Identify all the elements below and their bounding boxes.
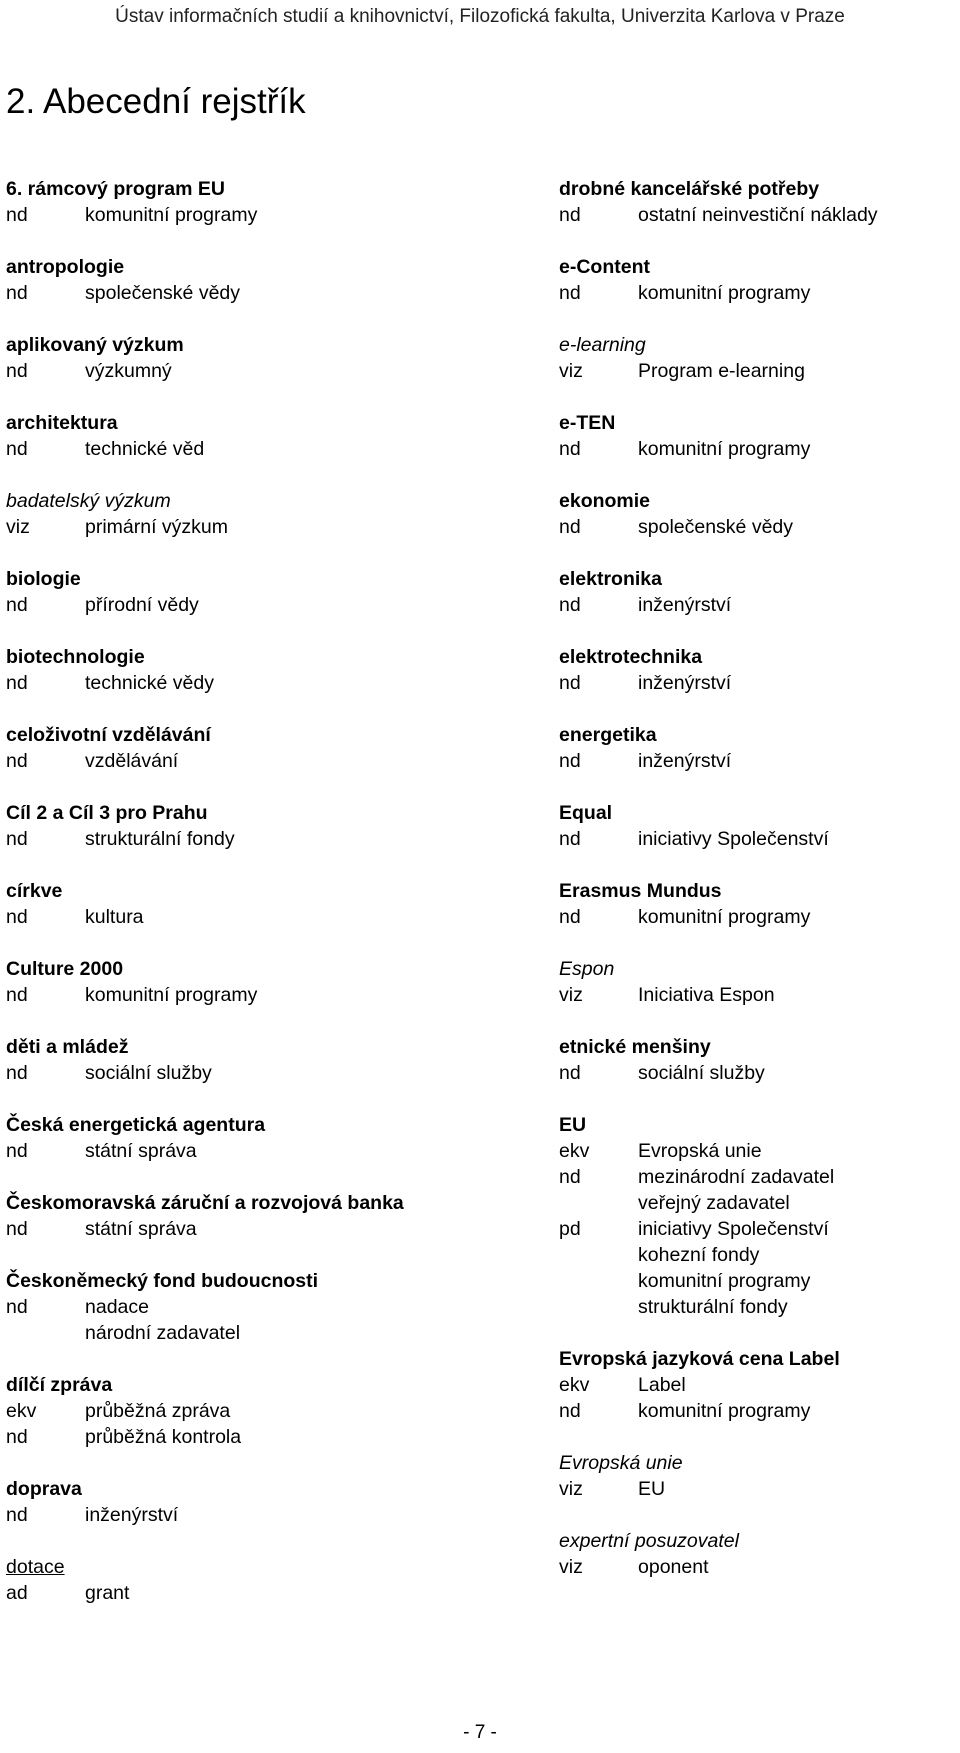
index-entry — [6, 566, 446, 618]
reference-target: státní správa — [85, 1140, 197, 1162]
reference-target: technické věd — [85, 438, 205, 460]
reference-target: EU — [638, 1478, 666, 1500]
index-reference — [6, 904, 446, 930]
index-term: Evropská jazyková cena Label — [559, 1348, 840, 1370]
reference-target: vzdělávání — [85, 750, 179, 772]
index-column-right — [559, 176, 960, 1606]
reference-code: nd — [6, 360, 28, 382]
index-reference — [6, 670, 446, 696]
index-reference — [559, 1164, 960, 1190]
index-term: Českoněmecký fond budoucnosti — [6, 1270, 319, 1292]
index-reference — [559, 670, 960, 696]
index-reference — [559, 592, 960, 618]
reference-code: pd — [559, 1218, 581, 1240]
index-reference — [6, 202, 446, 228]
index-reference — [6, 514, 446, 540]
index-term: Culture 2000 — [6, 958, 124, 980]
index-reference — [6, 1294, 446, 1320]
index-entry — [6, 410, 446, 462]
reference-target: sociální služby — [85, 1062, 212, 1084]
reference-target: průběžná kontrola — [85, 1426, 242, 1448]
reference-target: komunitní programy — [85, 984, 258, 1006]
index-term: církve — [6, 880, 63, 902]
reference-code: ekv — [6, 1400, 37, 1422]
index-reference — [559, 514, 960, 540]
reference-target: primární výzkum — [85, 516, 229, 538]
index-entry — [559, 1450, 960, 1502]
reference-target: komunitní programy — [85, 204, 258, 226]
reference-code: ekv — [559, 1374, 590, 1396]
page-number: - 7 - — [463, 1722, 497, 1743]
index-reference — [6, 436, 446, 462]
index-reference — [6, 280, 446, 306]
index-reference — [6, 1398, 446, 1424]
index-reference — [559, 1554, 960, 1580]
index-term: Espon — [559, 958, 615, 980]
index-term: energetika — [559, 724, 657, 746]
index-reference — [6, 592, 446, 618]
reference-target: Evropská unie — [638, 1140, 762, 1162]
index-entry — [6, 878, 446, 930]
index-term: elektronika — [559, 568, 662, 590]
index-reference — [6, 748, 446, 774]
reference-code: viz — [559, 1478, 583, 1500]
index-reference — [6, 1424, 446, 1450]
reference-target: sociální služby — [638, 1062, 765, 1084]
reference-code: nd — [6, 438, 28, 460]
reference-code: nd — [559, 828, 581, 850]
index-entry — [559, 1528, 960, 1580]
index-term: Evropská unie — [559, 1452, 683, 1474]
index-entry — [559, 488, 960, 540]
index-entry — [559, 1112, 960, 1320]
reference-code: nd — [559, 1400, 581, 1422]
reference-target: veřejný zadavatel — [638, 1192, 790, 1214]
reference-code: nd — [559, 672, 581, 694]
reference-target: průběžná zpráva — [85, 1400, 231, 1422]
index-term: dotace — [6, 1556, 65, 1578]
index-reference — [559, 1372, 960, 1398]
index-reference — [559, 1190, 960, 1216]
index-reference — [559, 982, 960, 1008]
index-term: 6. rámcový program EU — [6, 178, 225, 200]
index-reference — [559, 904, 960, 930]
index-entry — [6, 1190, 446, 1242]
index-term: Erasmus Mundus — [559, 880, 722, 902]
index-entry — [6, 332, 446, 384]
reference-target: oponent — [638, 1556, 709, 1578]
index-entry — [559, 254, 960, 306]
index-entry — [559, 176, 960, 228]
index-term: Cíl 2 a Cíl 3 pro Prahu — [6, 802, 208, 824]
index-entry — [6, 1372, 446, 1450]
reference-code: nd — [6, 984, 28, 1006]
reference-target: strukturální fondy — [638, 1296, 788, 1318]
reference-code: nd — [559, 516, 581, 538]
index-reference — [559, 1476, 960, 1502]
index-term: expertní posuzovatel — [559, 1530, 739, 1552]
index-term: badatelský výzkum — [6, 490, 171, 512]
reference-code: viz — [559, 360, 583, 382]
index-reference — [559, 436, 960, 462]
reference-target: inženýrství — [638, 594, 732, 616]
reference-target: výzkumný — [85, 360, 172, 382]
reference-target: komunitní programy — [638, 438, 811, 460]
index-reference — [6, 1060, 446, 1086]
index-reference — [6, 826, 446, 852]
index-term: EU — [559, 1114, 587, 1136]
index-reference — [559, 280, 960, 306]
reference-code: nd — [6, 594, 28, 616]
index-entry — [559, 566, 960, 618]
index-reference — [559, 202, 960, 228]
index-entry — [6, 254, 446, 306]
index-term: Česká energetická agentura — [6, 1114, 266, 1136]
reference-code: nd — [6, 906, 28, 928]
reference-code: viz — [6, 516, 30, 538]
index-term: dílčí zpráva — [6, 1374, 113, 1396]
reference-code: nd — [559, 594, 581, 616]
reference-target: komunitní programy — [638, 1270, 811, 1292]
index-term: ekonomie — [559, 490, 651, 512]
index-column-left — [6, 176, 446, 1632]
index-entry — [6, 644, 446, 696]
reference-code: viz — [559, 1556, 583, 1578]
index-entry — [559, 644, 960, 696]
reference-target: komunitní programy — [638, 282, 811, 304]
index-term: doprava — [6, 1478, 82, 1500]
index-entry — [559, 956, 960, 1008]
index-term: biologie — [6, 568, 81, 590]
index-reference — [6, 1580, 446, 1606]
reference-code — [559, 1190, 638, 1216]
index-entry — [6, 800, 446, 852]
reference-code: nd — [559, 906, 581, 928]
page-header: Ústav informačních studií a knihovnictví, Filozofická fakulta, Univerzita Karlova v Praze — [115, 6, 845, 27]
reference-target: inženýrství — [85, 1504, 179, 1526]
reference-code: nd — [559, 282, 581, 304]
reference-target: komunitní programy — [638, 906, 811, 928]
index-term: e-Content — [559, 256, 650, 278]
index-term: Českomoravská záruční a rozvojová banka — [6, 1192, 404, 1214]
reference-target: Program e-learning — [638, 360, 805, 382]
index-entry — [559, 332, 960, 384]
index-entry — [6, 488, 446, 540]
index-term: drobné kancelářské potřeby — [559, 178, 820, 200]
reference-code: nd — [6, 1218, 28, 1240]
reference-target: grant — [85, 1582, 130, 1604]
reference-target: kohezní fondy — [638, 1244, 760, 1266]
index-entry — [559, 1346, 960, 1424]
reference-target: společenské vědy — [638, 516, 794, 538]
index-entry — [559, 878, 960, 930]
reference-target: ostatní neinvestiční náklady — [638, 204, 878, 226]
index-reference — [559, 748, 960, 774]
reference-code — [559, 1242, 638, 1268]
index-reference — [559, 1294, 960, 1320]
index-reference — [559, 1242, 960, 1268]
index-reference — [6, 1138, 446, 1164]
reference-code: nd — [6, 1296, 28, 1318]
index-reference — [6, 358, 446, 384]
index-entry — [559, 722, 960, 774]
index-reference — [559, 1268, 960, 1294]
reference-code: nd — [6, 828, 28, 850]
index-term: celoživotní vzdělávání — [6, 724, 211, 746]
reference-code: nd — [559, 438, 581, 460]
index-term: aplikovaný výzkum — [6, 334, 184, 356]
reference-target: strukturální fondy — [85, 828, 235, 850]
reference-code: nd — [6, 282, 28, 304]
index-reference — [559, 358, 960, 384]
reference-code — [559, 1294, 638, 1320]
index-term: architektura — [6, 412, 118, 434]
reference-target: iniciativy Společenství — [638, 828, 829, 850]
reference-code — [6, 1320, 85, 1346]
reference-code: nd — [6, 672, 28, 694]
reference-target: mezinárodní zadavatel — [638, 1166, 835, 1188]
index-reference — [559, 1216, 960, 1242]
reference-code: ad — [6, 1582, 28, 1604]
reference-target: inženýrství — [638, 750, 732, 772]
index-reference — [559, 826, 960, 852]
reference-code: ekv — [559, 1140, 590, 1162]
index-term: e-TEN — [559, 412, 616, 434]
index-entry — [6, 176, 446, 228]
index-reference — [6, 1216, 446, 1242]
index-reference — [559, 1398, 960, 1424]
reference-code: nd — [559, 204, 581, 226]
index-entry — [559, 1034, 960, 1086]
reference-code: nd — [6, 1140, 28, 1162]
reference-target: kultura — [85, 906, 144, 928]
index-reference — [559, 1060, 960, 1086]
index-reference — [559, 1138, 960, 1164]
index-term: děti a mládež — [6, 1036, 129, 1058]
index-entry — [6, 1554, 446, 1606]
reference-target: Label — [638, 1374, 686, 1396]
reference-code: nd — [6, 204, 28, 226]
reference-code: nd — [559, 750, 581, 772]
reference-target: Iniciativa Espon — [638, 984, 775, 1006]
page-title: 2. Abecední rejstřík — [6, 82, 306, 121]
reference-target: nadace — [85, 1296, 149, 1318]
index-entry — [6, 1034, 446, 1086]
index-entry — [6, 1268, 446, 1346]
reference-target: společenské vědy — [85, 282, 241, 304]
reference-code: viz — [559, 984, 583, 1006]
index-term: etnické menšiny — [559, 1036, 711, 1058]
index-entry — [6, 1476, 446, 1528]
index-term: e-learning — [559, 334, 646, 356]
index-reference — [6, 982, 446, 1008]
reference-target: státní správa — [85, 1218, 197, 1240]
reference-target: národní zadavatel — [85, 1322, 241, 1344]
index-entry — [6, 722, 446, 774]
reference-target: inženýrství — [638, 672, 732, 694]
index-reference — [6, 1502, 446, 1528]
reference-code: nd — [6, 1504, 28, 1526]
index-entry — [6, 1112, 446, 1164]
reference-code: nd — [559, 1062, 581, 1084]
reference-code: nd — [6, 750, 28, 772]
reference-code — [559, 1268, 638, 1294]
reference-target: iniciativy Společenství — [638, 1218, 829, 1240]
index-term: Equal — [559, 802, 613, 824]
reference-code: nd — [559, 1166, 581, 1188]
index-term: elektrotechnika — [559, 646, 703, 668]
index-entry — [559, 800, 960, 852]
reference-code: nd — [6, 1062, 28, 1084]
reference-target: přírodní vědy — [85, 594, 199, 616]
index-entry — [6, 956, 446, 1008]
index-reference — [6, 1320, 446, 1346]
index-term: biotechnologie — [6, 646, 145, 668]
reference-code: nd — [6, 1426, 28, 1448]
index-entry — [559, 410, 960, 462]
index-term: antropologie — [6, 256, 125, 278]
reference-target: komunitní programy — [638, 1400, 811, 1422]
reference-target: technické vědy — [85, 672, 214, 694]
